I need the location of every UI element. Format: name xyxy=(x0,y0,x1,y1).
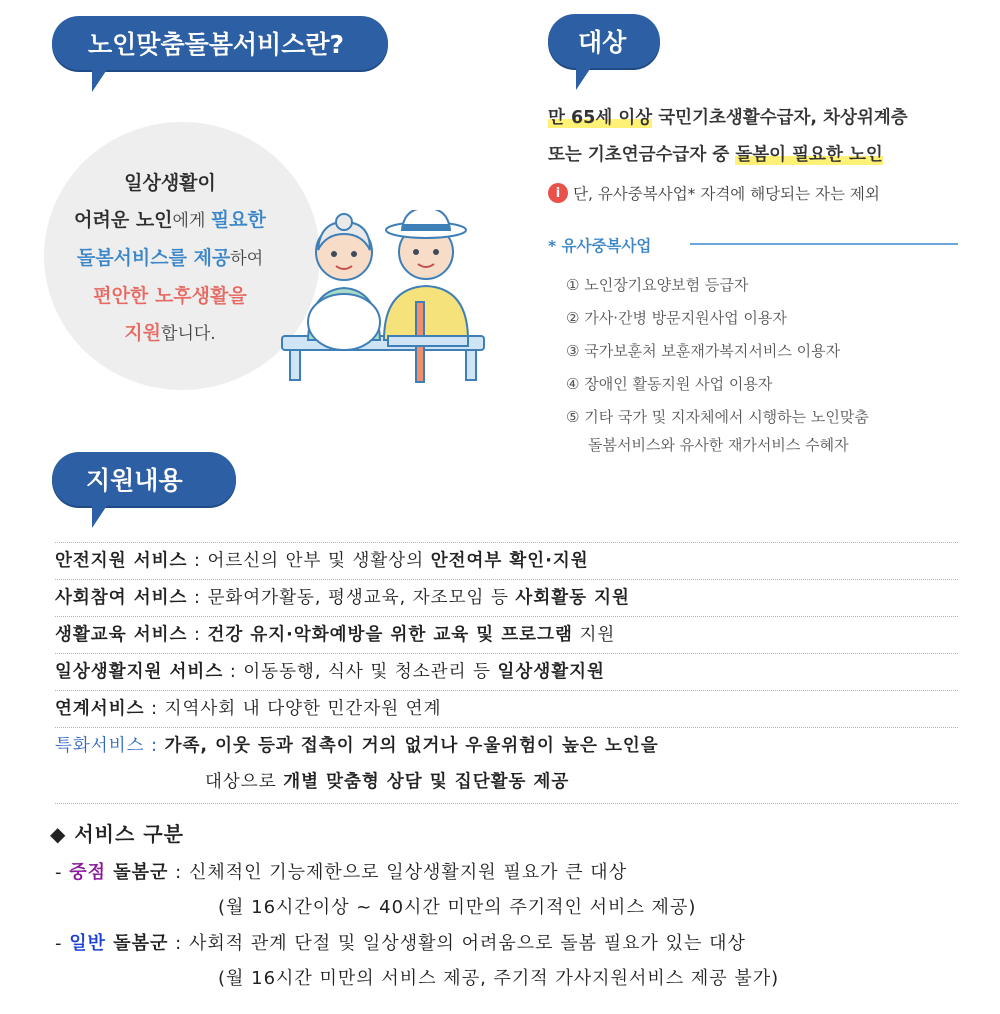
general-care-note: (월 16시간 미만의 서비스 제공, 주기적 가사지원서비스 제공 불가) xyxy=(218,968,780,989)
heading-target xyxy=(548,14,660,68)
support-row xyxy=(55,616,958,653)
intro-line: 돌봄서비스를 제공 xyxy=(76,247,231,269)
support-row-sep: : xyxy=(144,736,165,756)
table-bottom-border xyxy=(55,803,958,804)
heading-target-label: 대상 xyxy=(578,28,627,57)
intro-line: 편안한 노후생활을 xyxy=(93,285,247,307)
target-line-1 xyxy=(548,104,908,129)
intro-line: 에게 xyxy=(172,211,211,231)
similar-program-item: ⑤ 기타 국가 및 지자체에서 시행하는 노인맞춤 xyxy=(566,408,869,426)
intensive-care-line xyxy=(55,858,627,884)
support-row-label: 생활교육 서비스 xyxy=(55,625,188,645)
general-desc: : 사회적 관계 단절 및 일상생활의 어려움으로 돌봄 필요가 있는 대상 xyxy=(168,933,746,954)
support-row-sep: : xyxy=(187,625,208,645)
intro-line: 일상생활이 xyxy=(124,172,216,194)
heading-what-label: 노인맞춤돌봄서비스란? xyxy=(88,30,345,59)
exclusion-note xyxy=(548,182,880,204)
elderly-couple-illustration xyxy=(278,210,488,386)
target-age-highlight: 만 65세 이상 xyxy=(548,108,653,128)
support-row xyxy=(55,542,958,579)
support-row-desc-bold: 일상생활지원 xyxy=(497,662,605,682)
target-line-2 xyxy=(548,141,883,166)
support-row-label: 사회참여 서비스 xyxy=(55,588,188,608)
care-group-label: 돌봄군 xyxy=(106,933,169,954)
support-row xyxy=(55,690,958,727)
heading-support xyxy=(52,452,236,506)
special-service-desc: 가족, 이웃 등과 접촉이 거의 없거나 우울위험이 높은 노인을 xyxy=(164,736,659,756)
support-row-sep: : xyxy=(223,662,244,682)
intro-line: 하여 xyxy=(230,249,264,269)
general-care-line xyxy=(55,929,746,955)
intro-line: 합니다. xyxy=(161,324,216,344)
support-row-label: 일상생활지원 서비스 xyxy=(55,662,224,682)
support-row-desc-bold: 건강 유지·악화예방을 위한 교육 및 프로그램 xyxy=(207,625,573,645)
special-service-label: 특화서비스 xyxy=(55,736,145,756)
support-row-label: 연계서비스 xyxy=(55,699,145,719)
intensive-key: 중점 xyxy=(69,862,106,883)
general-key: 일반 xyxy=(69,933,106,954)
support-row-desc: 어르신의 안부 및 생활상의 xyxy=(207,551,431,571)
similar-program-item: ① 노인장기요양보험 등급자 xyxy=(566,276,749,294)
intro-text xyxy=(50,165,290,353)
special-service-desc-bold: 개별 맞춤형 상담 및 집단활동 제공 xyxy=(283,772,570,792)
heading-support-label: 지원내용 xyxy=(86,466,183,495)
intro-line: 필요한 xyxy=(210,209,266,231)
support-row-sep: : xyxy=(187,588,208,608)
intro-line: 어려운 노인 xyxy=(74,209,173,231)
similar-program-item: ② 가사·간병 방문지원사업 이용자 xyxy=(566,309,787,327)
bubble-tail xyxy=(92,504,108,528)
special-service-desc: 대상으로 xyxy=(205,772,284,792)
support-row-label: 안전지원 서비스 xyxy=(55,551,188,571)
support-row-desc: 문화여가활동, 평생교육, 자조모임 등 xyxy=(207,588,516,608)
target-line-2-text: 또는 기초연금수급자 중 xyxy=(548,145,736,165)
bubble-tail xyxy=(92,68,108,92)
divider xyxy=(690,243,958,245)
similar-programs-title: * 유사중복사업 xyxy=(548,237,652,255)
similar-program-item: 돌봄서비스와 유사한 재가서비스 수혜자 xyxy=(588,436,849,454)
heading-what-is-service xyxy=(52,16,388,70)
target-care-highlight: 돌봄이 필요한 노인 xyxy=(735,145,883,165)
service-category-title: ◆ 서비스 구분 xyxy=(50,822,184,846)
similar-program-item: ③ 국가보훈처 보훈재가복지서비스 이용자 xyxy=(566,342,841,360)
intro-line: 지원 xyxy=(124,322,162,344)
support-row-desc-bold: 안전여부 확인·지원 xyxy=(430,551,589,571)
dash: - xyxy=(55,862,70,883)
support-row-desc: 이동동행, 식사 및 청소관리 등 xyxy=(243,662,498,682)
support-row-special xyxy=(55,727,958,804)
support-row-desc-bold: 사회활동 지원 xyxy=(515,588,630,608)
intensive-care-note: (월 16시간이상 ~ 40시간 미만의 주기적인 서비스 제공) xyxy=(218,897,697,918)
support-row xyxy=(55,653,958,690)
exclusion-text: 단, 유사중복사업* 자격에 해당되는 자는 제외 xyxy=(573,185,880,203)
support-row xyxy=(55,579,958,616)
support-row-desc: 지원 xyxy=(572,625,616,645)
similar-program-item: ④ 장애인 활동지원 사업 이용자 xyxy=(566,375,773,393)
bubble-tail xyxy=(576,66,592,90)
dash: - xyxy=(55,933,70,954)
care-group-label: 돌봄군 xyxy=(106,862,169,883)
intensive-desc: : 신체적인 기능제한으로 일상생활지원 필요가 큰 대상 xyxy=(168,862,628,883)
support-row-desc: 지역사회 내 다양한 민간자원 연계 xyxy=(164,699,442,719)
info-icon: i xyxy=(548,183,568,203)
support-row-sep: : xyxy=(187,551,208,571)
support-row-sep: : xyxy=(144,699,165,719)
target-line-1-rest: 국민기초생활수급자, 차상위계층 xyxy=(652,108,908,128)
